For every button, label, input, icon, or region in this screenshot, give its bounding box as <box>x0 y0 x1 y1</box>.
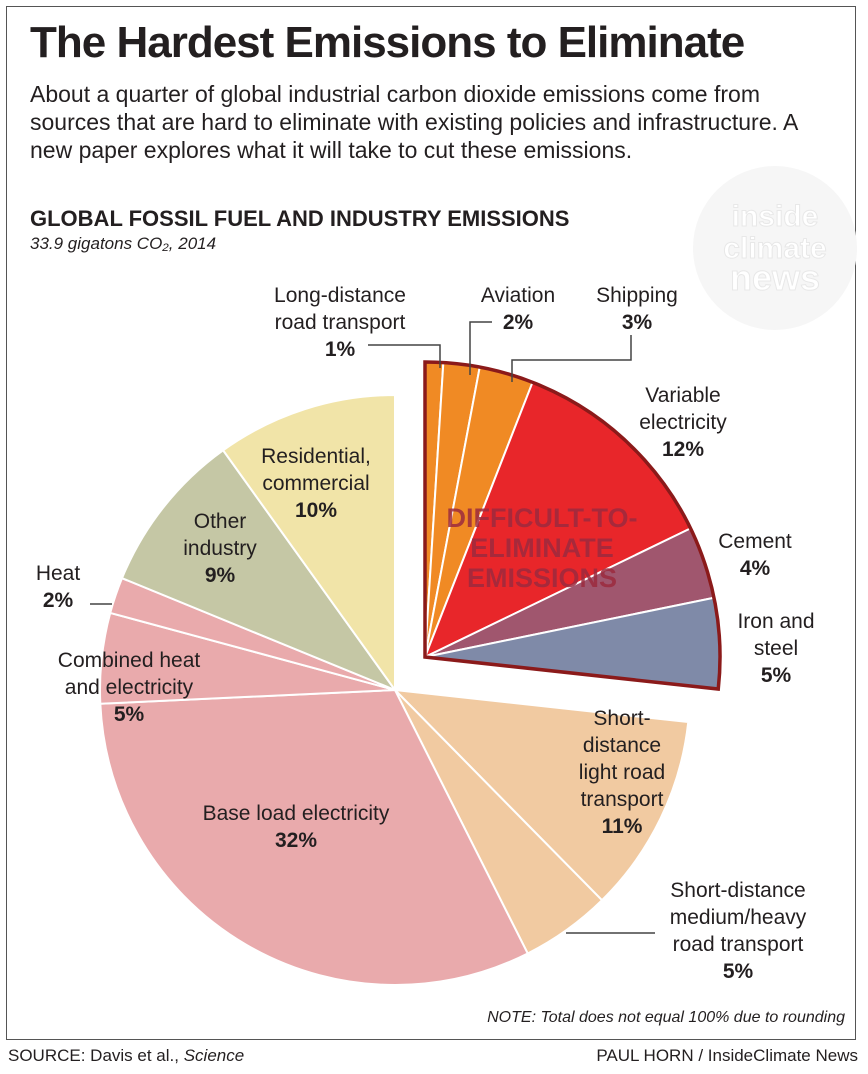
slice-label-line: transport <box>580 788 664 811</box>
slice-label-line: light road <box>578 761 666 784</box>
slice-label <box>274 284 406 361</box>
slice-label <box>481 284 555 334</box>
slice-label-line: Combined heat <box>57 649 201 672</box>
source-prefix: SOURCE: Davis et al., <box>8 1046 184 1065</box>
slice-value-label: 9% <box>204 564 236 587</box>
slice-label <box>596 284 678 334</box>
watermark-text: climate <box>723 232 827 265</box>
slice-value-label: 2% <box>42 589 74 612</box>
exploded-group-label: ELIMINATE <box>470 533 614 563</box>
slice-label-line: road transport <box>274 311 406 334</box>
slice-label <box>639 384 727 461</box>
slice-label-line: Short-distance <box>670 879 806 902</box>
slice-value-label: 3% <box>621 311 653 334</box>
slice-label-line: Variable <box>645 384 721 407</box>
slice-label-line: Other <box>193 510 247 533</box>
leader-line <box>512 335 631 382</box>
exploded-group-label: DIFFICULT-TO- <box>446 503 638 533</box>
slice-value-label: 32% <box>274 829 318 852</box>
source-journal: Science <box>183 1046 245 1065</box>
watermark-text: inside <box>731 200 819 233</box>
slice-label-line: Aviation <box>480 284 556 307</box>
slice-label <box>737 610 814 687</box>
slice-label-line: commercial <box>262 472 370 495</box>
slice-value-label: 10% <box>294 499 338 522</box>
intro-paragraph: About a quarter of global industrial carbon dioxide emissions come from sources that are hard to eliminate with existing policies and infrastructure. A new paper explores what it will take to cut these emissions. <box>30 81 798 163</box>
slice-value-label: 2% <box>502 311 534 334</box>
chart-subtitle: 33.9 gigatons CO₂, 2014 <box>30 234 217 253</box>
slice-label-line: Long-distance <box>274 284 406 307</box>
chart-note: NOTE: Total does not equal 100% due to rounding <box>487 1009 845 1026</box>
slice-value-label: 5% <box>722 960 754 983</box>
slice-label-line: Base load electricity <box>202 802 390 825</box>
slice-label <box>718 530 792 580</box>
slice-label <box>36 562 81 612</box>
slice-value-label: 1% <box>324 338 356 361</box>
slice-label-line: Short- <box>593 707 651 730</box>
slice-label-line: and electricity <box>64 676 194 699</box>
slice-value-label: 5% <box>113 703 145 726</box>
slice-label-line: steel <box>753 637 799 660</box>
author-credit: PAUL HORN / InsideClimate News <box>596 1046 858 1065</box>
slice-label-line: Shipping <box>596 284 678 307</box>
page-title: The Hardest Emissions to Eliminate <box>30 18 745 67</box>
slice-label-line: Iron and <box>737 610 815 633</box>
slice-value-label: 5% <box>760 664 792 687</box>
slice-label-line: Cement <box>718 530 792 553</box>
slice-value-label: 12% <box>661 438 705 461</box>
slice-label-line: Heat <box>35 562 81 585</box>
slice-label <box>670 879 807 983</box>
slice-label-line: distance <box>582 734 662 757</box>
slice-label-line: road transport <box>672 933 804 956</box>
slice-value-label: 11% <box>601 815 643 838</box>
slice-label-line: industry <box>183 537 257 560</box>
exploded-group-label: EMISSIONS <box>466 563 618 593</box>
watermark-text: news <box>729 257 821 298</box>
slice-label-line: electricity <box>639 411 727 434</box>
slice-value-label: 4% <box>739 557 771 580</box>
chart-subhead: GLOBAL FOSSIL FUEL AND INDUSTRY EMISSIONS <box>30 206 570 231</box>
source-credit <box>8 1046 244 1066</box>
slice-label-line: Residential, <box>261 445 371 468</box>
slice-label-line: medium/heavy <box>669 906 807 929</box>
